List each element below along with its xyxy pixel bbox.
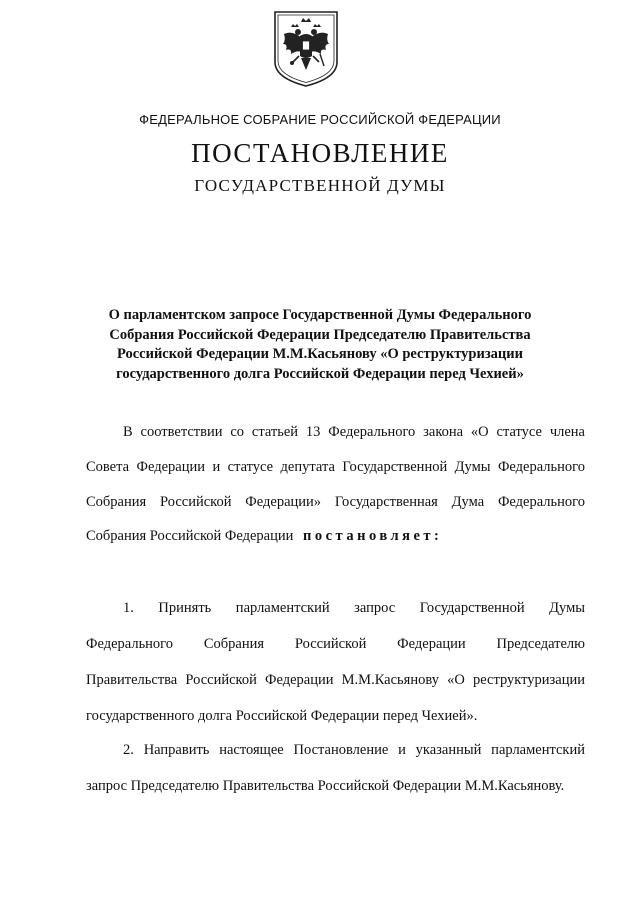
heading-line: Собрания Российской Федерации Председателю Правительства	[109, 326, 531, 343]
russian-coat-of-arms-icon	[272, 10, 340, 88]
resolution-heading	[60, 306, 580, 384]
heading-line: государственного долга Российской Федерации перед Чехией»	[116, 365, 524, 382]
organization-name: ФЕДЕРАЛЬНОЕ СОБРАНИЕ РОССИЙСКОЙ ФЕДЕРАЦИИ	[139, 112, 501, 127]
item2-line: запрос Председателю Правительства Российской Федерации М.М.Касьянову.	[86, 778, 565, 794]
preamble-line: Совета Федерации и статусе депутата Государственной Думы Федерального	[86, 459, 585, 475]
heading-line: О парламентском запросе Государственной Думы Федерального	[108, 307, 532, 323]
preamble-line-last	[86, 528, 442, 545]
item2-line: 2. Направить настоящее Постановление и указанный парламентский	[123, 742, 585, 758]
preamble-line: Собрания Российской Федерации	[86, 528, 294, 544]
resolves-word: постановляет:	[303, 528, 443, 544]
document-title: ПОСТАНОВЛЕНИЕ	[191, 138, 449, 168]
item1-line: Правительства Российской Федерации М.М.Касьянову «О реструктуризации	[86, 672, 585, 688]
preamble-line: Собрания Российской Федерации» Государственная Дума Федерального	[86, 494, 585, 510]
coat-of-arms-emblem	[272, 10, 340, 88]
item1-line: государственного долга Российской Федерации перед Чехией».	[86, 708, 478, 724]
document-subtitle: ГОСУДАРСТВЕННОЙ ДУМЫ	[194, 176, 446, 195]
heading-line: Российской Федерации М.М.Касьянову «О реструктуризации	[116, 346, 523, 362]
preamble-line: В соответствии со статьей 13 Федерального закона «О статусе члена	[123, 424, 585, 440]
item1-line: Федерального Собрания Российской Федерации Председателю	[86, 636, 585, 652]
item1-line: 1. Принять парламентский запрос Государственной Думы	[123, 600, 585, 616]
